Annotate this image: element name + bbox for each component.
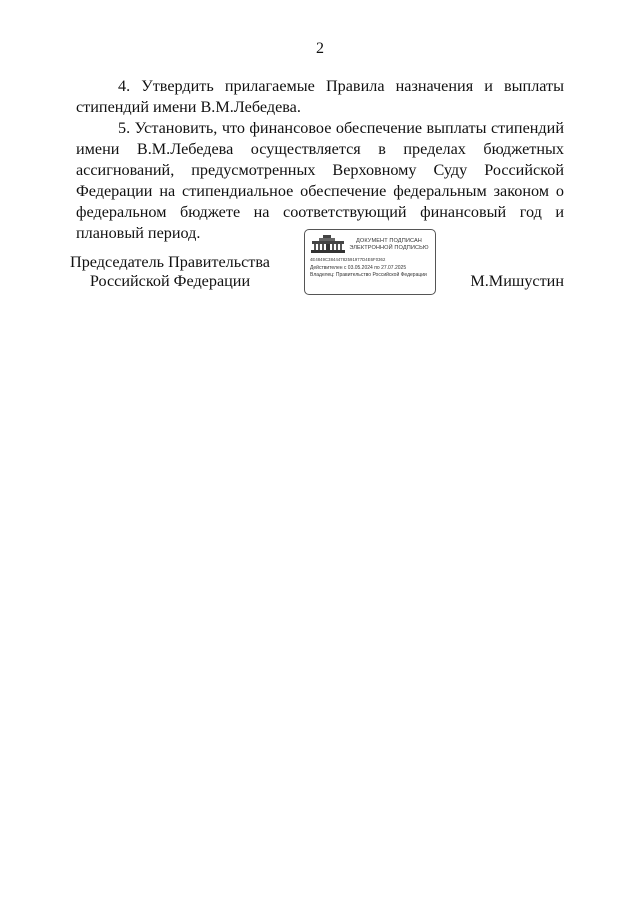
paragraph-4: 4. Утвердить прилагаемые Правила назначения и выплаты стипендий имени В.М.Лебедева. <box>76 77 564 116</box>
signatory-position <box>60 253 280 291</box>
document-body <box>76 76 564 244</box>
signatory-name: М.Мишустин <box>470 272 564 290</box>
stamp-title-line2: ЭЛЕКТРОННОЙ ПОДПИСЬЮ <box>349 245 429 251</box>
certificate-validity: Действителен с 03.05.2024 по 27.07.2025 <box>310 265 407 271</box>
paragraph-5: 5. Установить, что финансовое обеспечение выплаты стипендий имени В.М.Лебедева осуществляется в пределах бюджетных ассигнований, предусмотренных Верховному Суду Российской Федерации на стипендиальное обеспечение федеральным законом о федеральном бюджете на соответствующий финансовый год и плановый период. <box>76 119 564 242</box>
government-building-icon <box>311 235 345 253</box>
stamp-title-line1: ДОКУМЕНТ ПОДПИСАН <box>356 238 422 244</box>
certificate-owner: Владелец: Правительство Российской Федерации <box>310 272 427 278</box>
stamp-title <box>345 238 433 252</box>
page-number: 2 <box>316 40 324 57</box>
certificate-serial: 4E4849C38444782591977D4E6F0362 <box>310 257 386 262</box>
electronic-signature-stamp <box>304 229 436 295</box>
signatory-position-line2: Российской Федерации <box>89 272 251 290</box>
signatory-position-line1: Председатель Правительства <box>70 253 270 271</box>
